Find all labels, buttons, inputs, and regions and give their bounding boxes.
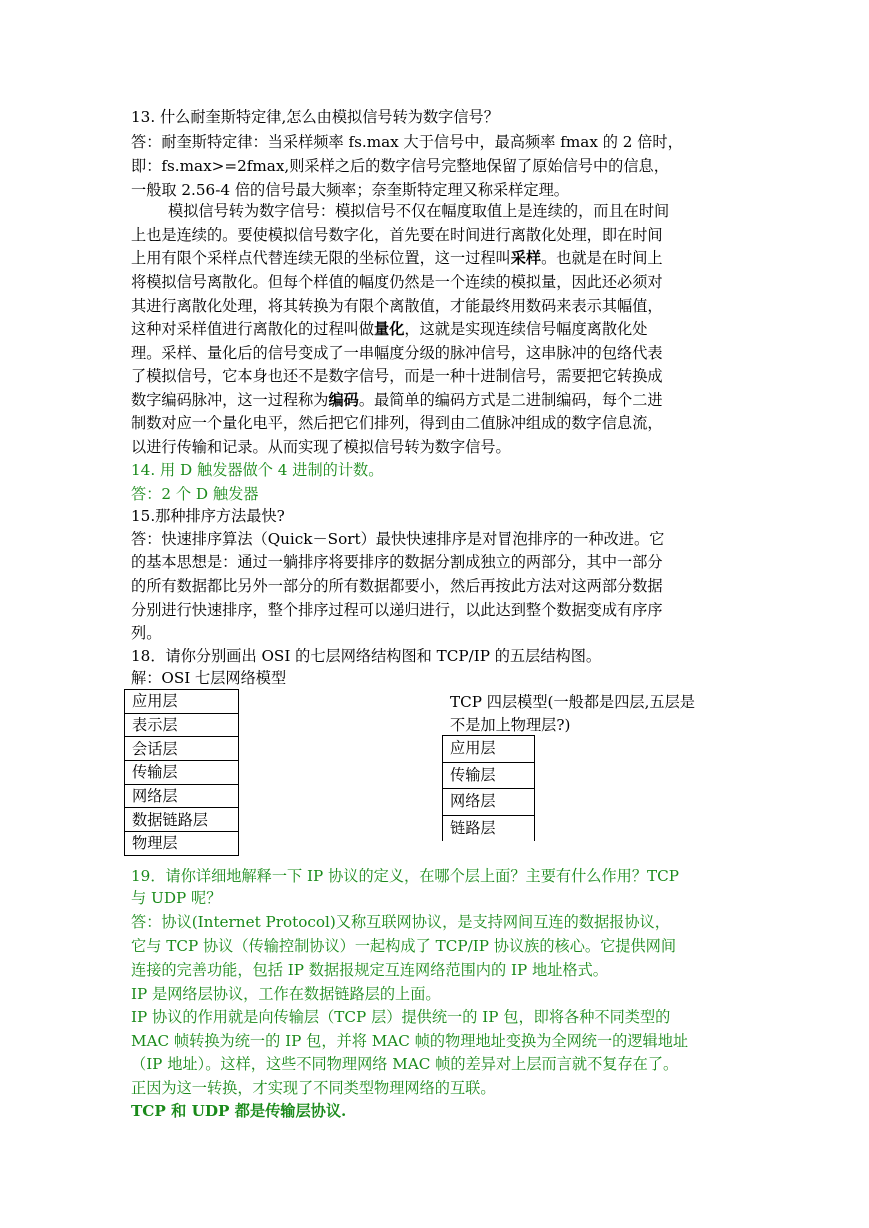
- q19-answer-line: 连接的完善功能，包括 IP 数据报规定互连网络范围内的 IP 地址格式。: [131, 961, 608, 979]
- osi-layer-cell: 应用层: [125, 690, 239, 714]
- q19-answer-line: IP 协议的作用就是向传输层（TCP 层）提供统一的 IP 包，即将各种不同类型的: [131, 1008, 671, 1026]
- tcp-model-note: TCP 四层模型(一般都是四层,五层是: [450, 693, 695, 711]
- q18-question: 18．请你分别画出 OSI 的七层网络结构图和 TCP/IP 的五层结构图。: [131, 647, 602, 665]
- text-span: 上用有限个采样点代替连续无限的坐标位置，这一过程叫: [131, 249, 511, 267]
- q13-paragraph-line: [131, 388, 663, 412]
- tcp-layer-cell: 应用层: [443, 736, 535, 763]
- q19-answer-line: 答：协议(Internet Protocol)又称互联网协议，是支持网间互连的数据报协议，: [131, 913, 670, 931]
- tcp-layer-cell: 链路层: [443, 815, 535, 841]
- q13-paragraph-line: [131, 317, 647, 341]
- tcp-layer-table: [442, 735, 535, 841]
- term-quantization: 量化: [374, 320, 405, 338]
- osi-layer-cell: 物理层: [125, 832, 239, 856]
- osi-layer-cell: 会话层: [125, 737, 239, 761]
- q19-closing: TCP 和 UDP 都是传输层协议.: [131, 1102, 347, 1120]
- q19-answer-line: 正因为这一转换，才实现了不同类型物理网络的互联。: [131, 1079, 496, 1097]
- osi-layer-table: [124, 689, 239, 856]
- q13-question: 13. 什么耐奎斯特定律,怎么由模拟信号转为数字信号？: [131, 108, 499, 126]
- q13-paragraph-line: 模拟信号转为数字信号：模拟信号不仅在幅度取值上是连续的，而且在时间: [168, 202, 670, 220]
- text-span: 这种对采样值进行离散化的过程叫做: [131, 320, 374, 338]
- tcp-layer-cell: 网络层: [443, 789, 535, 816]
- q19-answer-line: IP 是网络层协议，工作在数据链路层的上面。: [131, 985, 441, 1003]
- q15-answer-line: 分别进行快速排序，整个排序过程可以递归进行，以此达到整个数据变成有序序: [131, 601, 663, 619]
- q15-question: 15.那种排序方法最快?: [131, 507, 285, 525]
- q13-paragraph-line: 制数对应一个量化电平，然后把它们排列，得到由二值脉冲组成的数字信息流，: [131, 414, 663, 432]
- osi-layer-cell: 传输层: [125, 761, 239, 785]
- osi-layer-cell: 数据链路层: [125, 808, 239, 832]
- q13-paragraph-line: 了模拟信号，它本身也还不是数字信号，而是一种十进制信号，需要把它转换成: [131, 367, 663, 385]
- q13-answer-line: 一般取 2.56-4 倍的信号最大频率；奈奎斯特定理又称采样定理。: [131, 181, 569, 199]
- term-encoding: 编码: [328, 391, 359, 409]
- osi-layer-cell: 网络层: [125, 784, 239, 808]
- q14-answer: 答：2 个 D 触发器: [131, 485, 259, 503]
- q19-question: 与 UDP 呢？: [131, 889, 222, 907]
- q15-answer-line: 列。: [131, 624, 162, 642]
- text-span: ，这就是实现连续信号幅度离散化处: [404, 320, 648, 338]
- q13-paragraph-line: 上也是连续的。要使模拟信号数字化，首先要在时间进行离散化处理，即在时间: [131, 226, 663, 244]
- tcp-model-note: 不是加上物理层?): [450, 716, 571, 734]
- q19-answer-line: 它与 TCP 协议（传输控制协议）一起构成了 TCP/IP 协议族的核心。它提供网间: [131, 937, 677, 955]
- q15-answer-line: 的基本思想是：通过一躺排序将要排序的数据分割成独立的两部分，其中一部分: [131, 553, 663, 571]
- text-span: 。也就是在时间上: [541, 249, 663, 267]
- q19-question: 19．请你详细地解释一下 IP 协议的定义，在哪个层上面？主要有什么作用？TCP: [131, 867, 679, 885]
- q15-answer-line: 的所有数据都比另外一部分的所有数据都要小，然后再按此方法对这两部分数据: [131, 577, 663, 595]
- q14-question: 14. 用 D 触发器做个 4 进制的计数。: [131, 461, 384, 479]
- q13-answer-line: 即：fs.max>=2fmax,则采样之后的数字信号完整地保留了原始信号中的信息，: [131, 157, 669, 175]
- term-sampling: 采样: [510, 249, 542, 267]
- q13-paragraph-line: 其进行离散化处理，将其转换为有限个离散值，才能最终用数码来表示其幅值，: [131, 297, 663, 315]
- osi-layer-cell: 表示层: [125, 713, 239, 737]
- q13-paragraph-line: 将模拟信号离散化。但每个样值的幅度仍然是一个连续的模拟量，因此还必须对: [131, 273, 663, 291]
- text-span: 。最简单的编码方式是二进制编码，每个二进: [358, 391, 663, 409]
- q13-paragraph-line: 以进行传输和记录。从而实现了模拟信号转为数字信号。: [131, 438, 511, 456]
- q19-answer-line: MAC 帧转换为统一的 IP 包，并将 MAC 帧的物理地址变换为全网统一的逻辑地址: [131, 1032, 689, 1050]
- q15-answer-line: 答：快速排序算法（Quick－Sort）最快快速排序是对冒泡排序的一种改进。它: [131, 530, 665, 548]
- q13-paragraph-line: [131, 246, 663, 270]
- q13-answer-line: 答：耐奎斯特定律：当采样频率 fs.max 大于信号中，最高频率 fmax 的 2 倍时，: [131, 133, 683, 151]
- q18-answer-label: 解：OSI 七层网络模型: [131, 669, 287, 687]
- text-span: 数字编码脉冲，这一过程称为: [131, 391, 329, 409]
- tcp-layer-cell: 传输层: [443, 762, 535, 789]
- q13-paragraph-line: 理。采样、量化后的信号变成了一串幅度分级的脉冲信号，这串脉冲的包络代表: [131, 344, 663, 362]
- q19-answer-line: （IP 地址）。这样，这些不同物理网络 MAC 帧的差异对上层而言就不复存在了。: [131, 1055, 679, 1073]
